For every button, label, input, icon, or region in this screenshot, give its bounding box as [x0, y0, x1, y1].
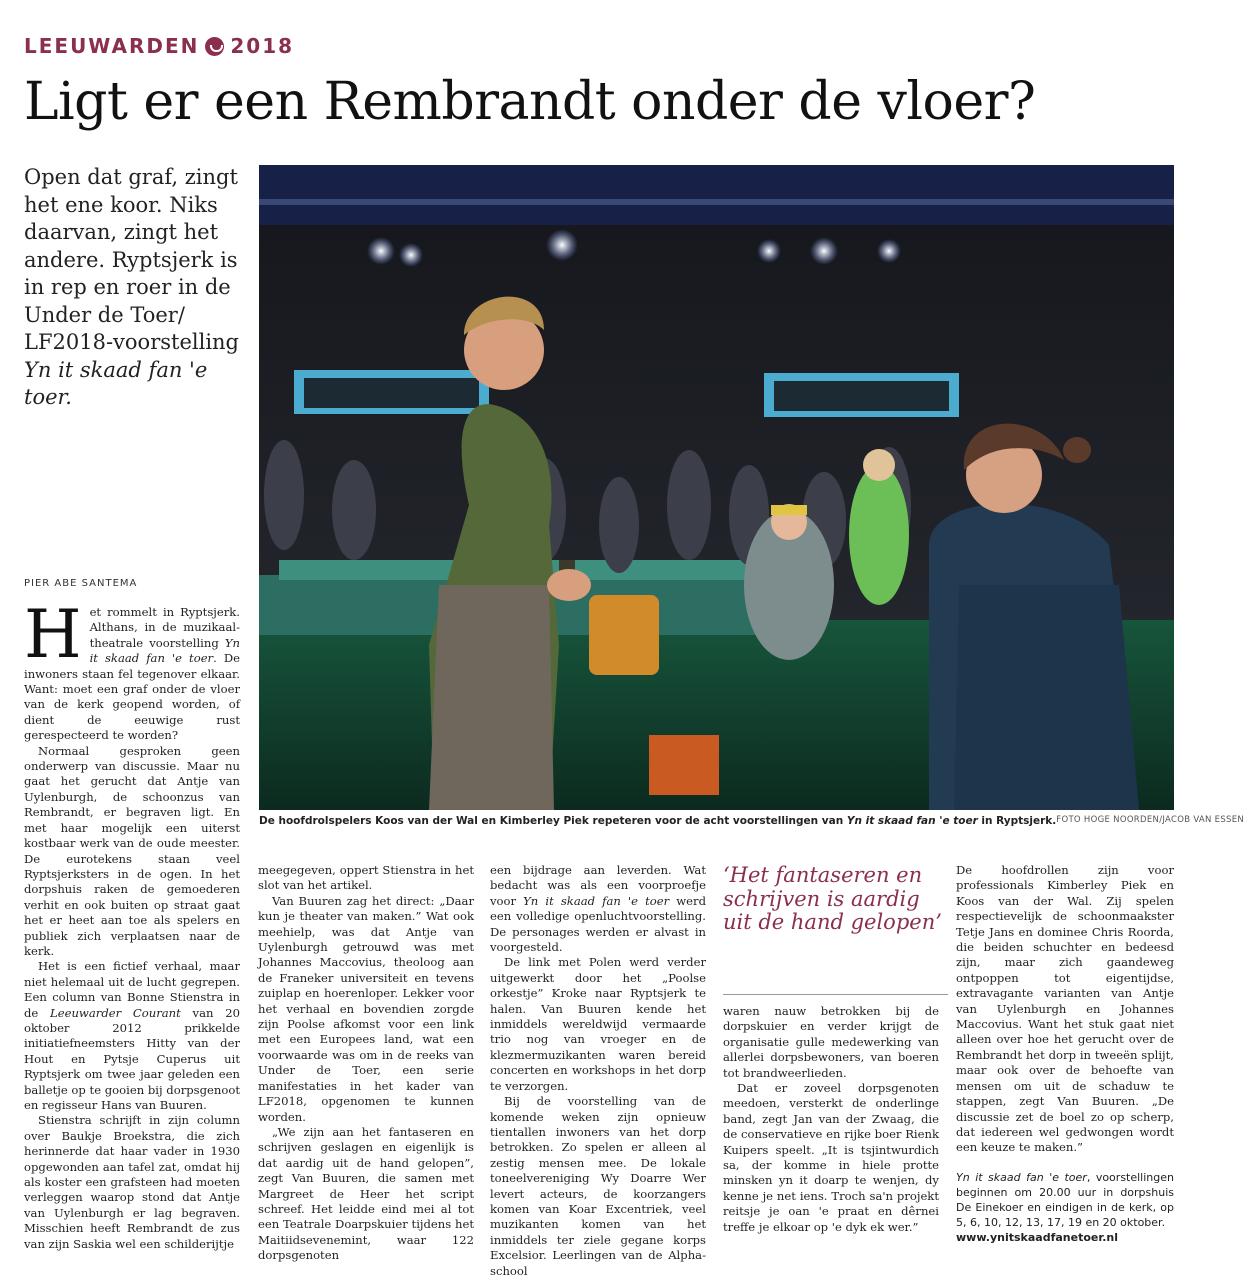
column-1-paragraph-1: [24, 596, 240, 744]
column-2: [258, 863, 474, 1264]
col1-p1-title: Yn it skaad fan 'e toer: [89, 635, 240, 666]
article-intro: [24, 164, 254, 412]
column-5: [956, 863, 1174, 1245]
caption-prefix: De hoofdrolspelers Koos van der Wal en Kimberley Piek repeteren voor de acht voorstellingen van: [259, 815, 847, 827]
leeuwarden-logo-icon: [205, 37, 224, 56]
caption-suffix: in Ryptsjerk.: [977, 815, 1057, 827]
performance-info: [956, 1170, 1174, 1230]
byline: PIER ABE SANTEMA: [24, 578, 138, 589]
rehearsal-photo-illustration: [259, 165, 1174, 810]
col1-p3-b: van 20 oktober 2012 prikkelde initiatiefneemsters Hitty van der Hout en Pytsje Cuperus uit Ryptsjerk om twee jaar geleden een balletje op te gooien bij dorpsgenoot en regisseur Hans van Buuren.: [24, 1005, 240, 1112]
col1-p1-a: et rommelt in Ryptsjerk. Althans, in de muzikaal-theatrale voorstelling: [89, 605, 240, 650]
intro-text: Open dat graf, zingt het ene koor. Niks daarvan, zingt het andere. Ryptsjerk is in rep en roer in de Under de Toer/ LF2018-voorstelling: [24, 165, 240, 354]
column-2-paragraph-2: Van Buuren zag het direct: „Daar kun je theater van maken.” Wat ook meehielp, was dat Antje van Uylenburgh getrouwd was met Johannes Maccovius, theoloog aan de Franeker universiteit en tevens zuiplap en hoerenloper. Lekker voor het verhaal en bovendien zorgde zijn Poolse afkomst voor een link met een Europees land, wat een voorwaarde was om in de reeks van Under de Toer, een serie manifestaties in het kader van LF2018, opgenomen te kunnen worden.: [258, 893, 474, 1124]
column-2-paragraph-3: „We zijn aan het fantaseren en schrijven geslagen en eigenlijk is dat aardig uit de hand gelopen”, zegt Van Buuren, die samen met Margreet de Heer het script schreef. Het leidde eind mei al tot een Teatrale Doarpskuier tijdens het Maitiidsevenemint, waar 122 dorpsgenoten: [258, 1124, 474, 1263]
col3-p1-a: een bijdrage aan leverden. Wat bedacht was als een voorproefje voor: [490, 863, 706, 908]
column-2-paragraph-1: meegegeven, oppert Stienstra in het slot van het artikel.: [258, 863, 474, 893]
article-headline: Ligt er een Rembrandt onder de vloer?: [24, 72, 1036, 132]
pull-quote: ‘Het fantaseren en schrijven is aardig uit de hand gelopen’: [723, 863, 942, 934]
caption-play-title: Yn it skaad fan 'e toer: [846, 815, 978, 827]
column-4: [723, 1004, 939, 1235]
photo-credit: FOTO HOGE NOORDEN/JACOB VAN ESSEN: [1056, 815, 1244, 825]
info-play-title: Yn it skaad fan 'e toer: [956, 1170, 1087, 1184]
column-5-paragraph-1: De hoofdrollen zijn voor professionals Kimberley Piek en Koos van der Wal. Zij spelen respectievelijk de schoonmaakster Tetje Jans en dominee Chris Roorda, die beiden schuchter en bedeesd zijn, maar zich gaandeweg ontpoppen tot eigentijdse, extravagante varianten van Antje van Uylenburgh en Johannes Maccovius. Want het stuk gaat niet alleen over hoe het gerucht over de Rembrandt het dorp in tweeën splijt, maar ook over de behoefte van mensen om uit de schaduw te stappen, zegt Van Buuren. „De discussie zet de boel zo op scherp, dat iedereen wel gedwongen wordt een keuze te maken.”: [956, 863, 1174, 1155]
column-3-paragraph-2: De link met Polen werd verder uitgewerkt door het „Poolse orkestje” Kroke naar Ryptsjerk te halen. Van Buuren kende het inmiddels wereldwijd vermaarde trio nog van vroeger en de klezmermuzikanten waren bereid concerten en workshops in het dorp te verzorgen.: [490, 955, 706, 1093]
column-3-paragraph-3: Bij de voorstelling van de komende weken zijn opnieuw tientallen inwoners van het dorp betrokken. Zo spelen er alleen al zestig mensen mee. De lokale toneelvereniging Wy Doarre Wer levert acteurs, de koorzangers komen van Koar Excentriek, veel muzikanten komen van het inmiddels ter ziele gegane korps Excelsior. Leerlingen van de Alpha-school: [490, 1094, 706, 1278]
column-1-paragraph-2: Normaal gesproken geen onderwerp van discussie. Maar nu gaat het gerucht dat Antje van Uylenburgh, de schoonzus van Rembrandt, er begraven ligt. En met haar mogelijk een uiterst kostbaar werk van de oude meester. De eurotekens staan veel Ryptsjerksters in de ogen. In het dorpshuis raken de gemoederen verhit en ook buiten op straat gaat het er heet aan toe als spelers en publiek zich verplaatsen naar de kerk.: [24, 743, 240, 958]
info-text: , voorstellingen beginnen om 20.00 uur in dorpshuis De Einekoer en eindigen in de kerk, op 5, 6, 10, 12, 13, 17, 19 en 20 oktober.: [956, 1170, 1174, 1229]
drop-cap: H: [24, 596, 82, 673]
col1-p1-b: . De inwoners staan fel tegenover elkaar. Want: moet een graf onder de vloer van de kerk geopend worden, of dient de eeuwige rust gerespecteerd te worden?: [24, 651, 240, 743]
col1-p3-a: Het is een fictief verhaal, maar niet helemaal uit de lucht gegrepen. Een column van Bonne Stienstra in de: [24, 959, 240, 1020]
column-4-paragraph-1: waren nauw betrokken bij de dorpskuier en verder krijgt de organisatie gulle medewerking van allerlei dorpsbewoners, van boeren tot brandweerlieden.: [723, 1004, 939, 1080]
pull-quote-divider: [723, 994, 948, 995]
column-1: [24, 596, 240, 1252]
caption-text: [259, 815, 1056, 827]
section-kicker: [24, 34, 294, 58]
column-3: [490, 863, 706, 1279]
col1-p3-paper: Leeuwarder Courant: [50, 1005, 181, 1020]
col3-p1-title: Yn it skaad fan 'e toer: [523, 893, 670, 908]
kicker-city: LEEUWARDEN: [24, 34, 200, 58]
column-1-paragraph-4: Stienstra schrijft in zijn column over Baukje Broekstra, die zich herinnerde dat haar vader in 1930 opgewonden aan tafel zat, omdat hij als koster een grafsteen had moeten verleggen waarop stond dat Antje van Uylenburgh er lag begraven. Misschien heeft Rembrandt de zus van zijn Saskia wel een schilderijtje: [24, 1113, 240, 1251]
rehearsal-photo: [259, 165, 1174, 810]
intro-play-title: Yn it skaad fan 'e toer.: [24, 357, 208, 409]
photo-caption: [259, 815, 1244, 827]
column-3-paragraph-1: [490, 863, 706, 955]
column-1-paragraph-3: [24, 959, 240, 1113]
kicker-year: 2018: [230, 34, 295, 58]
website-link[interactable]: www.ynitskaadfanetoer.nl: [956, 1230, 1118, 1244]
column-4-paragraph-2: Dat er zoveel dorpsgenoten meedoen, versterkt de onderlinge band, zegt Jan van der Zwaag, die de conservatieve en rijke boer Rienk Kuipers speelt. „It is tsjintwurdich sa, der komme in hiele protte minsken yn it doarp te wenjen, dy kenne je net iens. Troch sa'n projekt reitsje je oan 'e praat en dêrnei treffe je elkoar op 'e dyk ek wer.”: [723, 1081, 939, 1234]
col3-p1-b: werd een volledige openluchtvoorstelling. De personages werden er alvast in voorgesteld.: [490, 893, 706, 955]
